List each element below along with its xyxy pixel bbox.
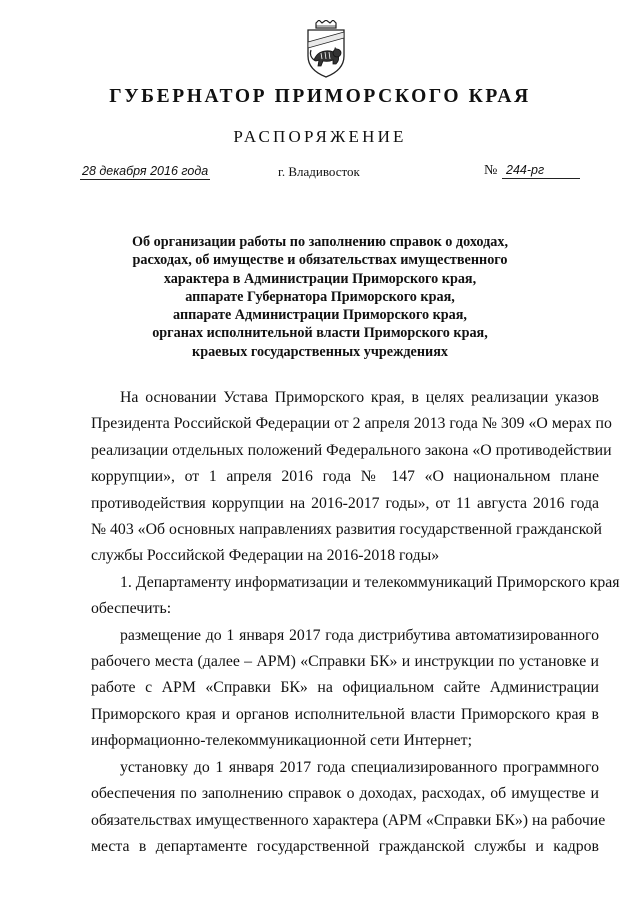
subject-line: Об организации работы по заполнению справок о доходах,: [131, 234, 508, 250]
body-line: рабочего места (далее – АРМ) «Справки БК» и инструкции по установке и: [91, 653, 599, 671]
body-line: места в департаменте государственной гражданской службы и кадров: [91, 837, 599, 855]
body-line: службы Российской Федерации на 2016-2018 годы»: [91, 547, 440, 565]
coat-of-arms-icon: [303, 20, 349, 78]
body-line: установку до 1 января 2017 года специализированного программного: [120, 758, 599, 776]
body-line: обязательствах имущественного характера (АРМ «Справки БК») на рабочие: [91, 811, 606, 829]
body-line: информационно-телекоммуникационной сети Интернет;: [91, 732, 472, 750]
document-body: [91, 385, 620, 860]
document-city: г. Владивосток: [278, 164, 360, 179]
body-line: № 403 «Об основных направлениях развития государственной гражданской: [91, 521, 602, 539]
document-date: 28 декабря 2016 года: [82, 164, 209, 178]
body-line: коррупции», от 1 апреля 2016 года № 147 «О национальном плане: [91, 468, 599, 486]
body-line: обеспечить:: [91, 600, 172, 618]
subject-line: расходах, об имуществе и обязательствах имущественного: [132, 252, 508, 269]
subject-line: органах исполнительной власти Приморского края,: [152, 325, 488, 342]
document-subject: [80, 233, 560, 361]
document-number-label: №: [484, 163, 498, 178]
body-line: На основании Устава Приморского края, в целях реализации указов: [120, 389, 599, 406]
subject-line: аппарате Администрации Приморского края,: [173, 307, 467, 324]
body-line: обеспечения по заполнению справок о доходах, расходах, об имуществе и: [91, 785, 599, 803]
document-number: 244-рг: [502, 163, 580, 179]
body-line: работе с АРМ «Справки БК» на официальном сайте Администрации: [91, 679, 599, 697]
body-line: 1. Департаменту информатизации и телекоммуникаций Приморского края: [120, 573, 620, 591]
subject-line: аппарате Губернатора Приморского края,: [185, 288, 455, 305]
document-type: РАСПОРЯЖЕНИЕ: [233, 127, 407, 146]
subject-line: характера в Администрации Приморского края,: [163, 270, 477, 287]
body-line: реализации отдельных положений Федерального закона «О противодействии: [91, 441, 612, 459]
body-line: Приморского края и органов исполнительной власти Приморского края в: [91, 705, 599, 723]
governor-title: ГУБЕРНАТОР ПРИМОРСКОГО КРАЯ: [109, 86, 531, 107]
body-line: Президента Российской Федерации от 2 апреля 2013 года № 309 «О мерах по: [91, 415, 612, 433]
body-line: противодействия коррупции на 2016-2017 годы», от 11 августа 2016 года: [91, 494, 599, 512]
body-line: размещение до 1 января 2017 года дистрибутива автоматизированного: [120, 626, 599, 644]
subject-line: краевых государственных учреждениях: [192, 343, 448, 360]
